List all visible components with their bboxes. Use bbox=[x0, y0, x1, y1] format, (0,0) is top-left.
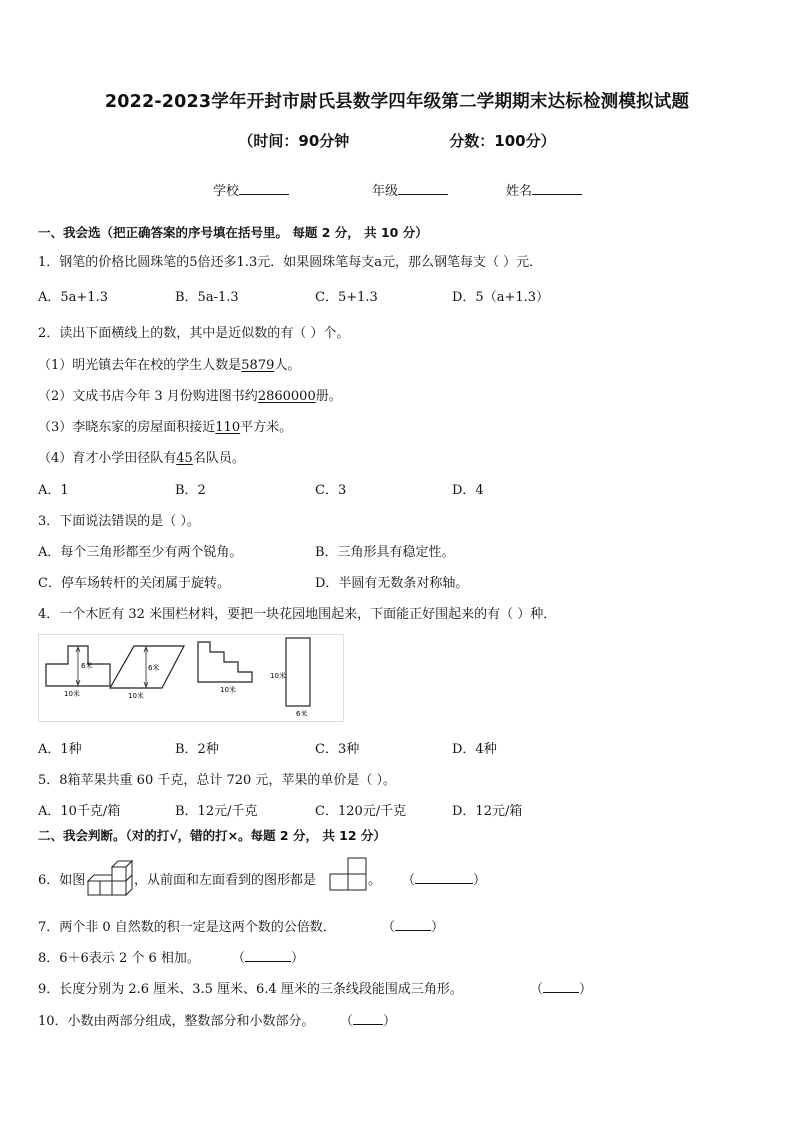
q5-option-b: B．12元/千克 bbox=[175, 804, 258, 819]
view-bottom-left bbox=[330, 874, 348, 890]
top-cube-front bbox=[112, 867, 126, 881]
q1-option-a: A．5a+1.3 bbox=[38, 290, 108, 305]
q2-option-a: A．1 bbox=[38, 483, 69, 498]
question-7: 7．两个非 0 自然数的积一定是这两个数的公倍数． bbox=[38, 920, 336, 935]
q6-prefix: 6．如图 bbox=[38, 873, 86, 888]
question-9: 9．长度分别为 2.6 厘米、3.5 厘米、6.4 厘米的三条线段能围成三角形。 bbox=[38, 982, 463, 997]
question-2: 2．读出下面横线上的数，其中是近似数的有（ ）个。 bbox=[38, 326, 350, 341]
q3-option-d: D．半圆有无数条对称轴。 bbox=[315, 576, 469, 591]
q7-answer-blank[interactable]: （ ） bbox=[382, 920, 445, 935]
question-3: 3．下面说法错误的是（ ）。 bbox=[38, 514, 200, 529]
q6-suffix: 。 bbox=[368, 873, 382, 888]
question-4: 4．一个木匠有 32 米围栏材料，要把一块花园地围起来，下面能正好围起来的有（ ）种． bbox=[38, 607, 557, 622]
page-title: 2022-2023学年开封市尉氏县数学四年级第二学期期末达标检测模拟试题 bbox=[104, 92, 690, 112]
view-bottom-right bbox=[348, 874, 366, 890]
q5-option-a: A．10千克/箱 bbox=[38, 804, 121, 819]
view-top-square bbox=[348, 858, 366, 874]
bottom-cube-2 bbox=[100, 881, 112, 895]
label-ten-1: 10米 bbox=[64, 690, 80, 698]
exam-meta bbox=[0, 130, 794, 151]
q3-option-c: C．停车场转杆的关闭属于旋转。 bbox=[38, 576, 230, 591]
q4-option-c: C．3种 bbox=[315, 742, 360, 757]
q4-option-a: A．1种 bbox=[38, 742, 82, 757]
q5-option-c: C．120元/千克 bbox=[315, 804, 407, 819]
question-10: 10．小数由两部分组成，整数部分和小数部分。 bbox=[38, 1014, 315, 1029]
q2-option-c: C．3 bbox=[315, 483, 347, 498]
name-field: 姓名 bbox=[506, 180, 582, 199]
q2-item-2: （2）文成书店今年 3 月份购进图书约2860000册。 bbox=[38, 389, 342, 404]
section-1-heading: 一、我会选（把正确答案的序号填在括号里。 每题 2 分， 共 10 分） bbox=[38, 225, 428, 240]
question-1: 1．钢笔的价格比圆珠笔的5倍还多1.3元．如果圆珠笔每支a元，那么钢笔每支（ ）元． bbox=[38, 255, 543, 270]
score-label: 分数：100分） bbox=[449, 132, 556, 150]
view-shape-figure bbox=[328, 856, 370, 892]
q2-item-3: （3）李晓东家的房屋面积接近110平方米。 bbox=[38, 420, 293, 435]
q3-option-a: A．每个三角形都至少有两个锐角。 bbox=[38, 545, 243, 560]
label-ten-4: 10米 bbox=[270, 672, 286, 680]
section-2-heading: 二、我会判断。（对的打√，错的打×。每题 2 分， 共 12 分） bbox=[38, 828, 386, 843]
bottom-cube-1 bbox=[88, 881, 100, 895]
q6-answer-blank[interactable]: （ ） bbox=[402, 873, 487, 888]
q4-option-d: D．4种 bbox=[452, 742, 497, 757]
q2-option-d: D．4 bbox=[452, 483, 484, 498]
label-six-1: 6米 bbox=[81, 662, 93, 670]
time-label: （时间：90分钟 bbox=[238, 132, 350, 150]
q2-option-b: B．2 bbox=[175, 483, 206, 498]
q8-answer-blank[interactable]: （ ） bbox=[232, 951, 305, 966]
shape-parallelogram bbox=[110, 646, 184, 688]
q6-middle: ，从前面和左面看到的图形都是 bbox=[134, 873, 317, 888]
q5-option-d: D．12元/箱 bbox=[452, 804, 523, 819]
shape-staircase bbox=[198, 642, 252, 682]
bottom-cube-3 bbox=[112, 881, 126, 895]
label-six-2: 6米 bbox=[148, 664, 160, 672]
grade-field: 年级 bbox=[372, 180, 448, 199]
figure-frame bbox=[39, 635, 344, 722]
q9-answer-blank[interactable]: （ ） bbox=[530, 982, 593, 997]
shape-rectangle bbox=[286, 638, 310, 706]
label-ten-3: 10米 bbox=[220, 686, 236, 694]
q1-option-b: B．5a-1.3 bbox=[175, 290, 239, 305]
q2-item-1: （1）明光镇去年在校的学生人数是5879人。 bbox=[38, 358, 301, 373]
fence-shapes-figure bbox=[38, 634, 344, 722]
school-field: 学校 bbox=[213, 180, 289, 199]
question-8: 8．6＋6表示 2 个 6 相加。 bbox=[38, 951, 200, 966]
q1-option-c: C．5+1.3 bbox=[315, 290, 378, 305]
bottom-top bbox=[88, 875, 112, 881]
q3-option-b: B．三角形具有稳定性。 bbox=[315, 545, 455, 560]
label-six-4: 6米 bbox=[296, 710, 308, 718]
question-5: 5．8箱苹果共重 60 千克，总计 720 元，苹果的单价是（ ）。 bbox=[38, 773, 397, 788]
q4-option-b: B．2种 bbox=[175, 742, 219, 757]
cube-stack-figure bbox=[86, 853, 134, 901]
q2-item-4: （4）育才小学田径队有45名队员。 bbox=[38, 451, 245, 466]
label-ten-2: 10米 bbox=[128, 692, 144, 700]
q10-answer-blank[interactable]: （ ） bbox=[340, 1014, 397, 1029]
q1-option-d: D．5（a+1.3） bbox=[452, 290, 550, 305]
